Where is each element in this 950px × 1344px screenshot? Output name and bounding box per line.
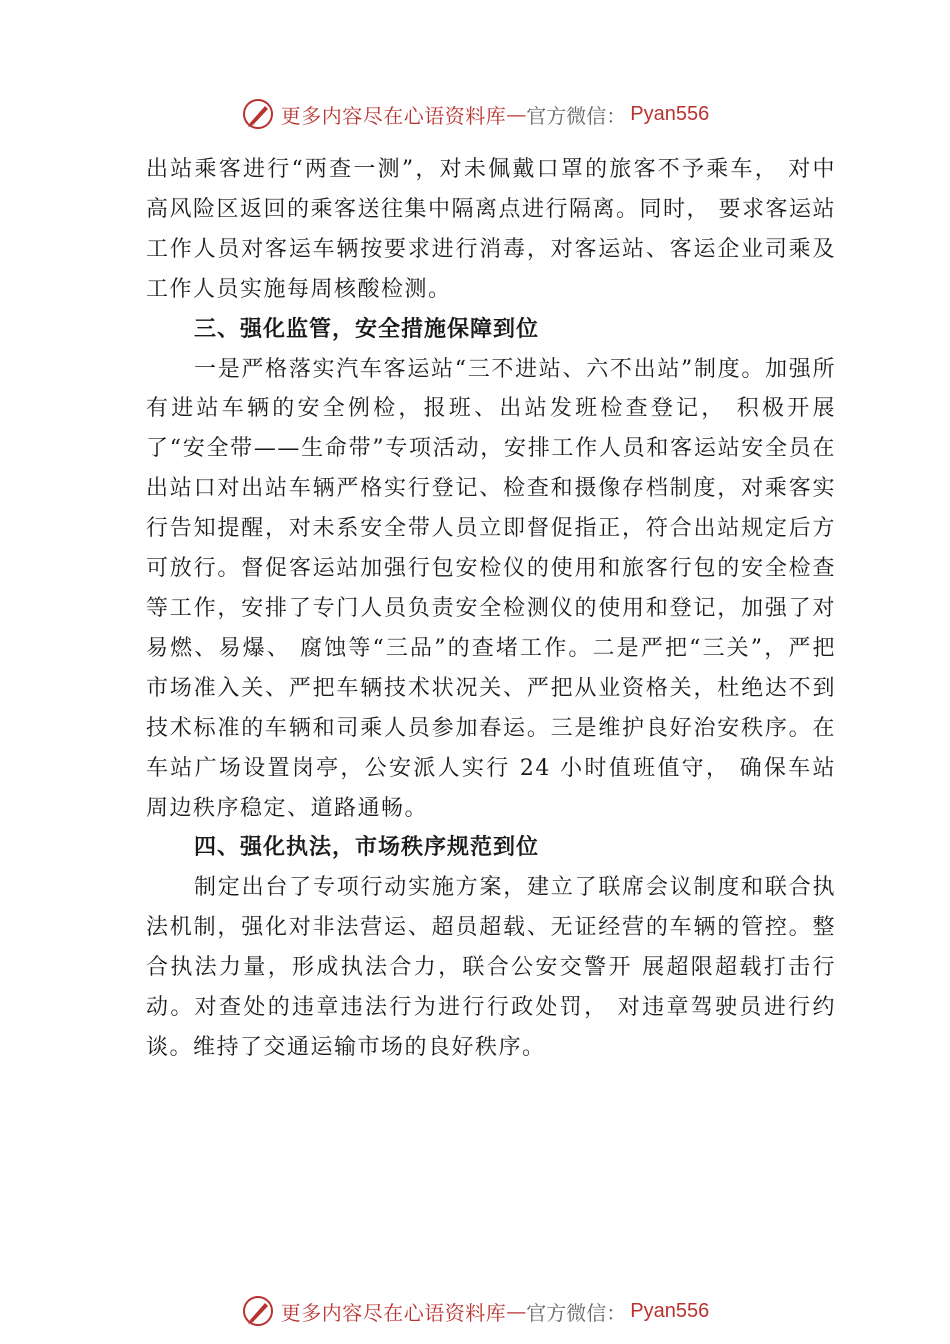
quill-pen-logo-icon [241,97,275,131]
watermark-brand: 更多内容尽在心语资料库 [280,1300,507,1325]
watermark-brand: 更多内容尽在心语资料库 [280,103,507,128]
paragraph-section-4: 制定出台了专项行动实施方案，建立了联席会议制度和联合执法机制，强化对非法营运、超员超载、无证经营的车辆的管控。整合执法力量，形成执法合力，联合公安交警开 展超限超载打击行动。对查处的违章违法行为进行行政处罚， 对违章驾驶员进行约谈。维持了交通运输市场的良好秩序。 [146,875,836,1060]
watermark-official: 官方微信： [526,103,627,128]
watermark-handle: Pyan556 [630,1299,710,1322]
watermark-dash: — [506,102,527,126]
footer-watermark [0,1291,950,1331]
paragraph-intro: 出站乘客进行“两查一测”，对未佩戴口罩的旅客不予乘车， 对中高风险区返回的乘客送往集中隔离点进行隔离。同时， 要求客运站工作人员对客运车辆按要求进行消毒，对客运站、客运企业司乘及工作人员实施每周核酸检测。 [146,157,836,302]
document-body [146,150,836,1068]
watermark-official: 官方微信： [526,1300,627,1325]
paragraph-section-3: 一是严格落实汽车客运站“三不进站、六不出站”制度。加强所有进站车辆的安全例检，报班、出站发班检查登记， 积极开展了“安全带——生命带”专项活动，安排工作人员和客运站安全员在出站口对出站车辆严格实行登记、检查和摄像存档制度，对乘客实行告知提醒，对未系安全带人员立即督促指正，符合出站规定后方可放行。督促客运站加强行包安检仪的使用和旅客行包的安全检查等工作，安排了专门人员负责安全检测仪的使用和登记，加强了对易燃、易爆、 腐蚀等“三品”的查堵工作。二是严把“三关”，严把市场准入关、严把车辆技术状况关、严把从业资格关，杜绝达不到技术标准的车辆和司乘人员参加春运。三是维护良好治安秩序。在车站广场设置岗亭，公安派人实行 24 小时值班值守， 确保车站周边秩序稳定、道路通畅。 [146,356,836,821]
section-heading-3: 三、强化监管，安全措施保障到位 [194,316,540,342]
quill-pen-logo-icon [241,1294,275,1328]
watermark-handle: Pyan556 [630,102,710,125]
header-watermark [0,94,950,134]
section-heading-4: 四、强化执法，市场秩序规范到位 [194,835,540,861]
watermark-dash: — [506,1299,527,1323]
